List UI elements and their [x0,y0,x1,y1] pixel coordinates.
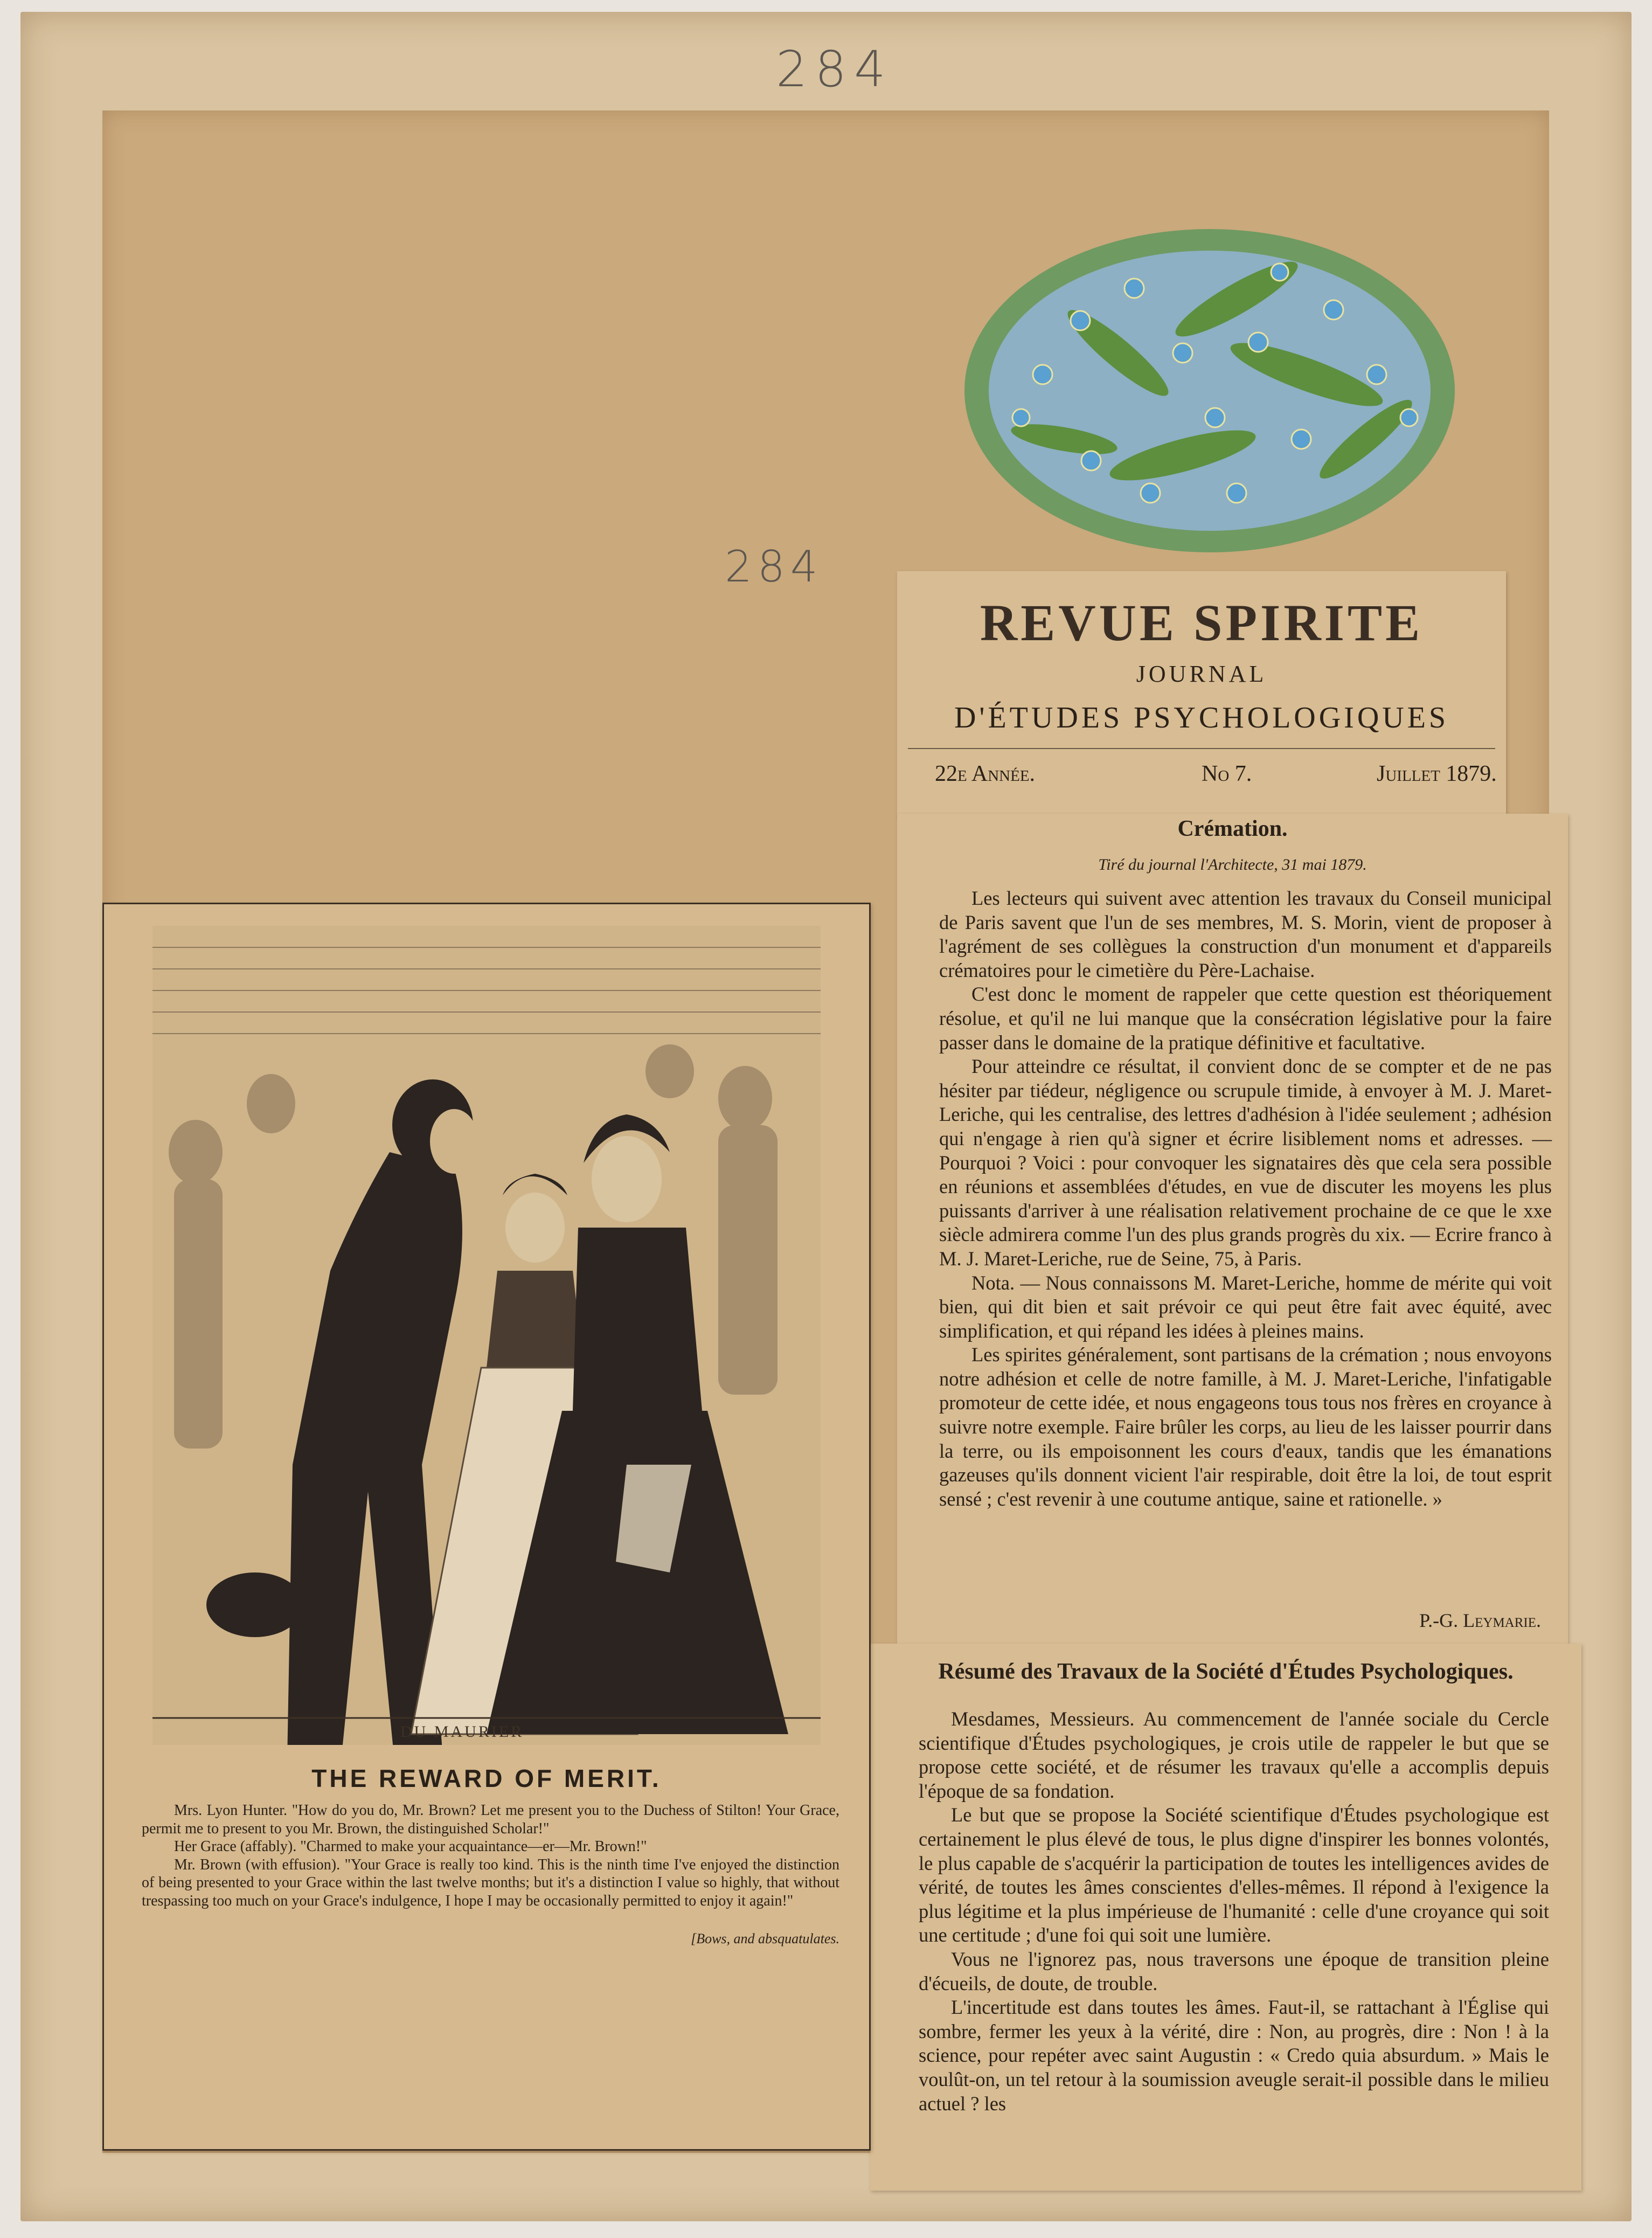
dialogue-line: Her Grace (affably). "Charmed to make your acquaintance—er—Mr. Brown!" [174,1838,647,1855]
pencil-page-number: 284 [776,40,893,98]
article-body [939,886,1552,1511]
pencil-annotation: 284 [725,542,823,592]
journal-title: REVUE SPIRITE [980,594,1424,652]
cartoon-dialogue [142,1802,839,1910]
journal-subtitle-2: D'ÉTUDES PSYCHOLOGIQUES [954,701,1449,735]
artist-signature: DU MAURIER [400,1723,524,1741]
paragraph: Les lecteurs qui suivent avec attention les travaux du Conseil municipal de Paris savent que l'un de ses membres, M. S. Morin, vient de proposer à l'agrément de ses collègues la construction d'un monument et d'appareils crématoires pour le cimetière du Père-Lachaise. [939,887,1552,981]
paragraph: Nota. — Nous connaissons M. Maret-Leriche, homme de mérite qui voit bien, qui dit bien et sait prévoir ce qui peut être fait avec équité, avec simplification, et qui répand les idées à pleines mains. [939,1271,1552,1342]
article-body [919,1707,1549,2116]
divider [908,748,1495,749]
forget-me-not-scrap [956,213,1463,569]
paragraph: Mesdames, Messieurs. Au commencement de l'année sociale du Cercle scientifique d'Études psychologiques, je crois utile de rappeler le but que se propose cette société, et de résumer les travaux qu'elle a accomplis depuis l'époque de sa fondation. [919,1708,1549,1802]
issue-number: No 7. [1202,761,1252,786]
cremation-article [897,814,1568,1644]
paragraph: Pour atteindre ce résultat, il convient donc de se compter et de ne pas hésiter par tiédeur, négligence ou scrupule timide, à envoyer à M. J. Maret-Leriche, qui les centralise, des lettres d'adhésion à l'idée seulement ; adhésion qui n'engage à rien qu'à signer et écrire lisiblement noms et adresses. — Pourquoi ? Voici : pour convoquer les signataires dès que cela sera possible en réunions et assemblées d'études, en vue de discuter les moyens les plus puissants d'arriver à une réalisation relativement prochaine de ce que le xxe siècle admirera comme l'un des plus grands progrès du xix. — Ecrire franco à M. J. Maret-Leriche, rue de Seine, 75, à Paris. [939,1055,1552,1270]
journal-subtitle: JOURNAL [1136,661,1267,687]
cartoon-title: THE REWARD OF MERIT. [311,1764,662,1792]
punch-cartoon [102,903,871,2151]
paragraph: Le but que se propose la Société scientifique d'Études psychologique est certainement le plus élevé de tous, le plus digne d'inspirer les bonnes volontés, le plus capable de s'acquérir la participation de toutes les intelligences avides de vérité, de toutes les âmes conscientes d'elles-mêmes. Il répond à l'exigence la plus légitime et la plus impérieuse de l'humanité : celle d'une croyance qui soit une certitude ; d'une foi qui soit une lumière. [919,1804,1549,1946]
masthead-clipping [897,571,1506,815]
resume-article [870,1644,1581,2191]
dialogue-line: Mrs. Lyon Hunter. "How do you do, Mr. Brown? Let me present you to the Duchess of Stilton! Your Grace, permit me to present to you Mr. Brown, the distinguished Scholar!" [142,1802,839,1837]
article-source: Tiré du journal l'Architecte, 31 mai 1879. [1098,856,1367,874]
paragraph: Les spirites généralement, sont partisans de la crémation ; nous envoyons notre adhésion et celle de notre famille, à M. J. Maret-Leriche, l'infatigable promoteur de cette idée, et nous engageons tous tous nos frères en croyance à suivre notre exemple. Faire brûler les corps, au lieu de les laisser pourrir dans la terre, ou ils empoisonnent les cours d'eaux, tandis que les émanations gazeuses qu'ils donnent vicient l'air respirable, doit être la loi, de tout esprit sensé ; c'est revenir à une coutume antique, saine et rationelle. » [939,1343,1552,1510]
article-heading: Crémation. [1177,816,1288,841]
issue-year: 22e Année. [935,761,1036,786]
article-heading: Résumé des Travaux de la Société d'Études Psychologiques. [938,1659,1514,1684]
article-signature: P.-G. Leymarie. [1419,1610,1541,1631]
cartoon-illustration [152,926,821,1745]
dialogue-line: Mr. Brown (with effusion). "Your Grace is really too kind. This is the ninth time I've enjoyed the distinction of being presented to your Grace within the last twelve months; but it's a distinction I value so highly, that without trespassing too much on your Grace's indulgence, I hope I may be occasionally permitted to enjoy it again!" [142,1856,839,1909]
cartoon-stage-direction: [Bows, and absquatulates. [691,1931,839,1946]
paragraph: Vous ne l'ignorez pas, nous traversons une époque de transition pleine d'écueils, de doute, de trouble. [919,1948,1549,1994]
paragraph: C'est donc le moment de rappeler que cette question est théoriquement résolue, et qu'il ne lui manque que la consécration législative pour la faire passer dans le domaine de la pratique définitive et facultative. [939,983,1552,1054]
paragraph: L'incertitude est dans toutes les âmes. Faut-il, se rattachant à l'Église qui sombre, fermer les yeux à la vérité, dire : Non, au progrès, dire : Non ! à la science, pour repéter avec saint Augustin : « Credo quia absurdum. » Mais le voulût-on, un tel retour à la soumission aveugle serait-il possible dans le milieu actuel ? les [919,1996,1549,2115]
issue-date: Juillet 1879. [1377,761,1497,786]
